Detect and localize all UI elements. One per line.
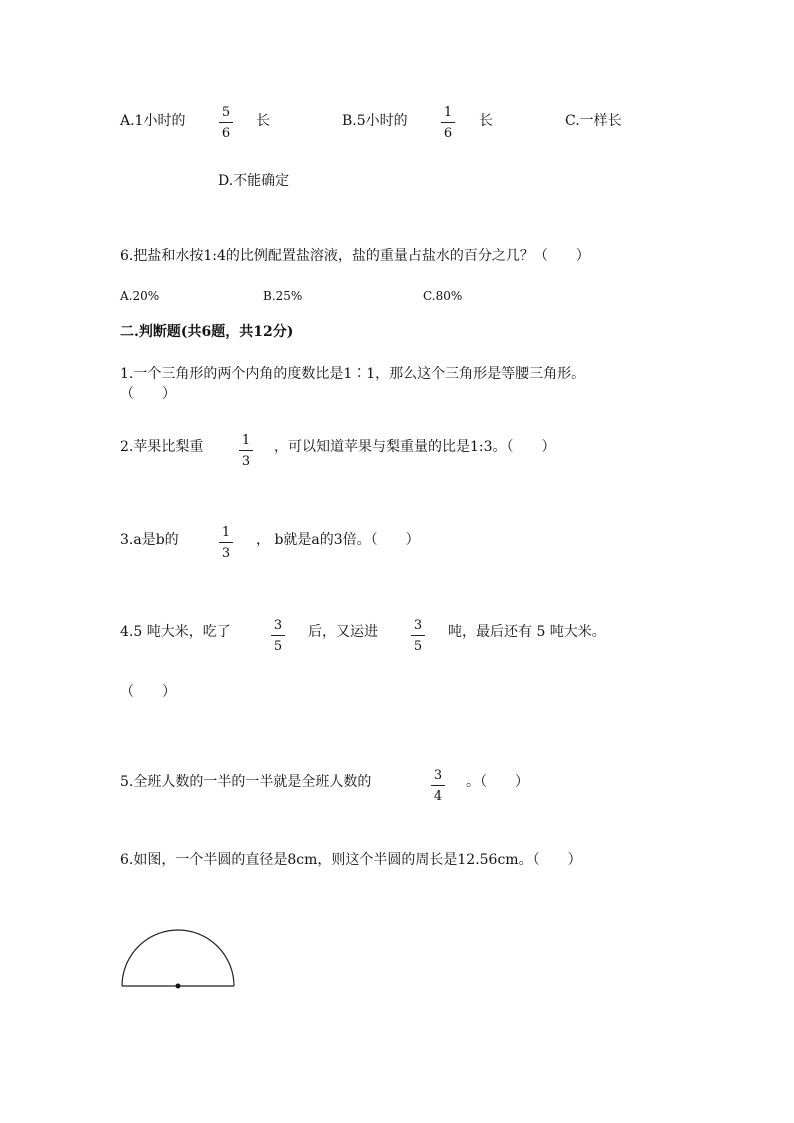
section-title: 二.判断题(共6题，共12分) [120,324,294,340]
center-point [176,984,181,989]
judge-q2-suffix: ，可以知道苹果与梨重量的比是1:3。（ ） [274,439,556,455]
judge-q2-fraction [238,434,254,468]
option-c: C.一样长 [565,113,622,129]
option-d: D.不能确定 [218,173,290,189]
fraction-bar [239,450,253,451]
judge-q5-fraction [430,769,446,803]
q6-option-b: B.25% [263,289,303,303]
fraction-denominator: 5 [413,639,423,654]
option-a-suffix: 长 [256,113,270,129]
fraction-bar [219,542,233,543]
judge-q4-answer-paren: （ ） [120,684,176,700]
semicircle-figure [116,924,242,994]
fraction-bar [431,785,445,786]
fraction-denominator: 4 [433,789,443,804]
option-b-prefix: B.5小时的 [342,113,408,129]
judge-q3-suffix: ， b就是a的3倍。（ ） [256,532,420,548]
question-6-text: 6.把盐和水按1:4的比例配置盐溶液，盐的重量占盐水的百分之几？（ ） [120,248,590,264]
fraction-bar [411,635,425,636]
fraction-denominator: 6 [221,126,231,141]
fraction-bar [271,635,285,636]
judge-q5-suffix: 。（ ） [466,774,529,790]
fraction-numerator: 1 [443,105,453,120]
judge-q6-text: 6.如图，一个半圆的直径是8cm，则这个半圆的周长是12.56cm。（ ） [120,852,582,868]
semicircle-arc [122,930,234,986]
q6-option-c: C.80% [423,289,463,303]
option-b-suffix: 长 [479,113,493,129]
judge-q4-prefix: 4.5 吨大米，吃了 [120,624,231,640]
fraction-denominator: 3 [241,454,251,469]
fraction-denominator: 3 [221,546,231,561]
judge-q4-suffix: 吨，最后还有 5 吨大米。 [448,624,606,640]
fraction-denominator: 5 [273,639,283,654]
fraction-numerator: 3 [413,618,423,633]
option-a-fraction [218,106,234,140]
fraction-numerator: 3 [273,618,283,633]
judge-q3-fraction [218,526,234,560]
judge-q4-middle: 后，又运进 [308,624,378,640]
fraction-denominator: 6 [443,126,453,141]
judge-q4-fraction-1 [270,619,286,653]
judge-q2-prefix: 2.苹果比梨重 [120,439,204,455]
fraction-numerator: 5 [221,105,231,120]
fraction-bar [441,122,455,123]
option-b-fraction [440,106,456,140]
q6-option-a: A.20% [120,289,160,303]
fraction-bar [219,122,233,123]
judge-q3-prefix: 3.a是b的 [120,532,179,548]
fraction-numerator: 1 [221,525,231,540]
option-a-prefix: A.1小时的 [120,113,186,129]
judge-q4-fraction-2 [410,619,426,653]
judge-q1-answer-paren: （ ） [120,386,176,402]
fraction-numerator: 3 [433,768,443,783]
judge-q5-prefix: 5.全班人数的一半的一半就是全班人数的 [120,774,372,790]
judge-q1-line1: 1.一个三角形的两个内角的度数比是1∶1，那么这个三角形是等腰三角形。 [120,366,586,382]
fraction-numerator: 1 [241,433,251,448]
